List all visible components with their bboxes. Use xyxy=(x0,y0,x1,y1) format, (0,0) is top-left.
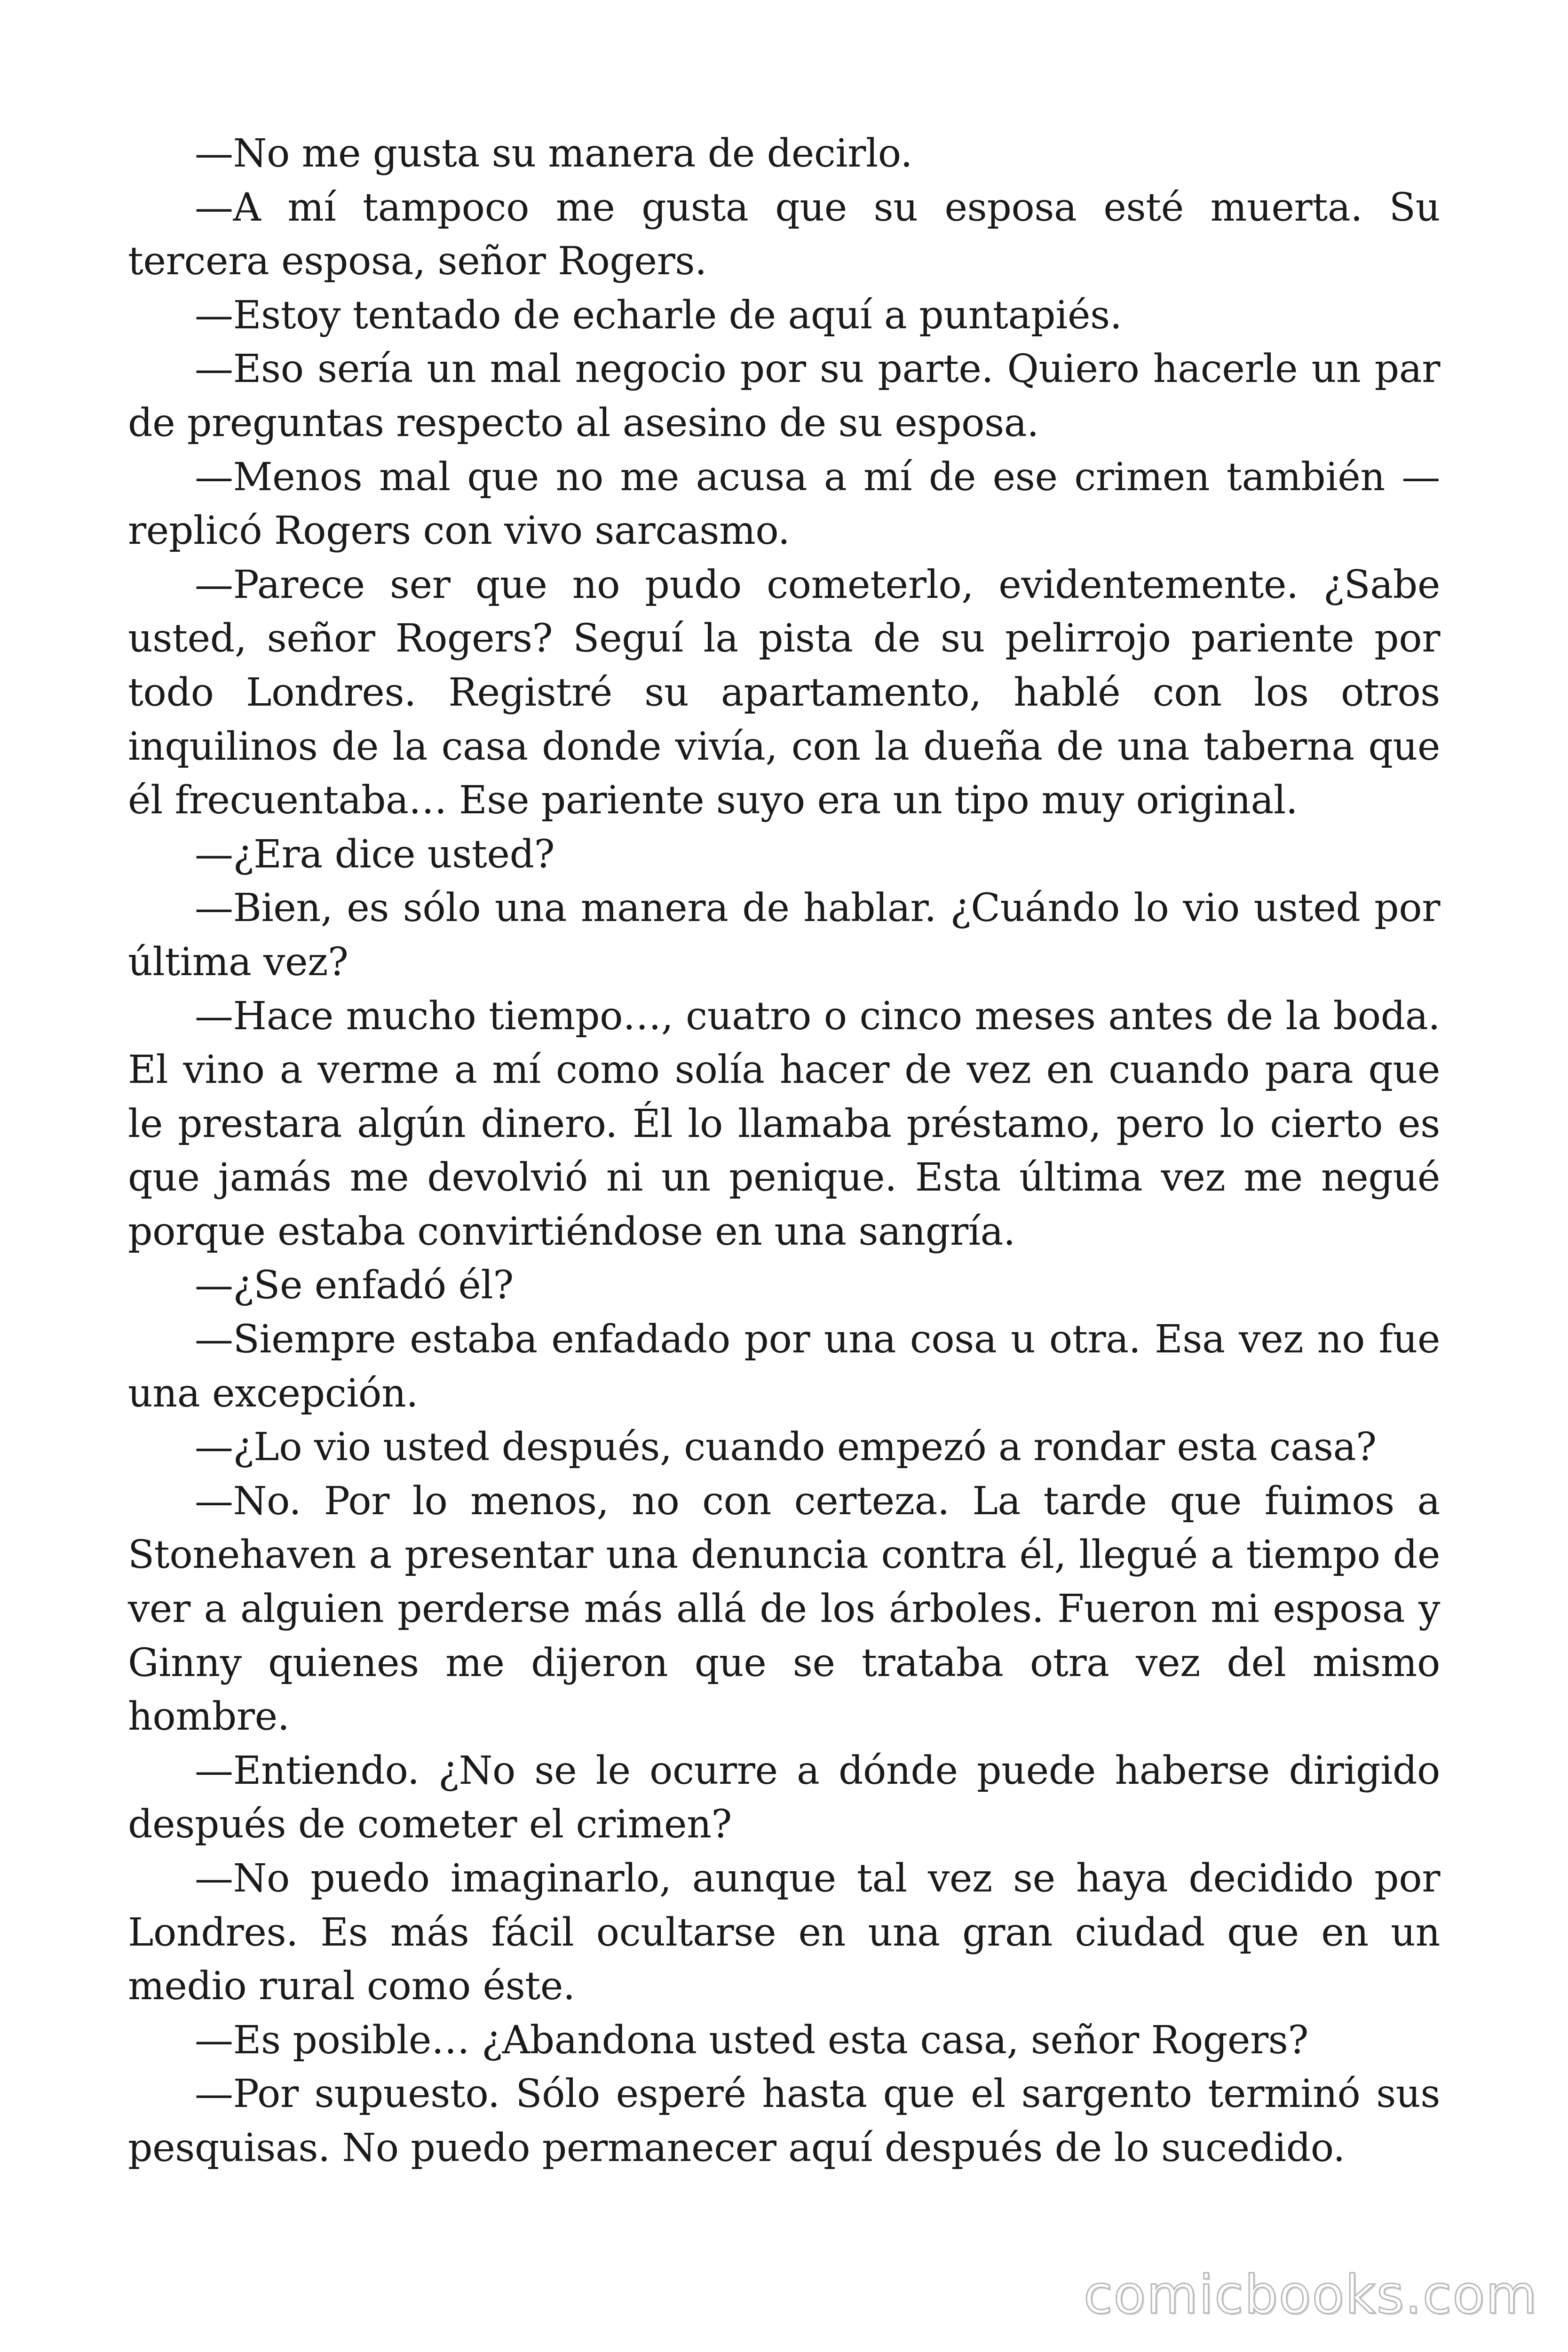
paragraph: —Hace mucho tiempo…, cuatro o cinco meses antes de la boda. El vino a verme a mí como solía hacer de vez en cuando para que le prestara algún dinero. Él lo llamaba préstamo, pero lo cierto es que jamás me devolvió ni un penique. Esta última vez me negué porque estaba convirtiéndose en una sangría. xyxy=(128,993,1440,1254)
paragraph: —Es posible… ¿Abandona usted esta casa, señor Rogers? xyxy=(195,2018,1309,2063)
paragraph: —Eso sería un mal negocio por su parte. Quiero hacerle un par de preguntas respecto al asesino de su esposa. xyxy=(128,347,1440,445)
paragraph: —¿Lo vio usted después, cuando empezó a rondar esta casa? xyxy=(195,1425,1377,1470)
paragraph: —A mí tampoco me gusta que su esposa esté muerta. Su tercera esposa, señor Rogers. xyxy=(128,185,1440,284)
paragraph: —No. Por lo menos, no con certeza. La tarde que fuimos a Stonehaven a presentar una denuncia contra él, llegué a tiempo de ver a alguien perderse más allá de los árboles. Fueron mi esposa y Ginny quienes me dijeron que se trataba otra vez del mismo hombre. xyxy=(128,1478,1440,1740)
paragraph: —No puedo imaginarlo, aunque tal vez se haya decidido por Londres. Es más fácil ocultarse en una gran ciudad que en un medio rural como éste. xyxy=(128,1856,1440,2009)
paragraph: —No me gusta su manera de decirlo. xyxy=(195,131,912,176)
paragraph: —Por supuesto. Sólo esperé hasta que el sargento terminó sus pesquisas. No puedo permanecer aquí después de lo sucedido. xyxy=(128,2072,1440,2170)
paragraph: —¿Se enfadó él? xyxy=(195,1263,514,1308)
paragraph: —Menos mal que no me acusa a mí de ese crimen también —replicó Rogers con vivo sarcasmo. xyxy=(128,454,1440,554)
paragraph: —Siempre estaba enfadado por una cosa u otra. Esa vez no fue una excepción. xyxy=(128,1317,1440,1416)
watermark-text: comicbooks.com xyxy=(1083,2265,1538,2326)
paragraph: —Estoy tentado de echarle de aquí a puntapiés. xyxy=(195,293,1122,338)
paragraph: —Entiendo. ¿No se le ocurre a dónde puede haberse dirigido después de cometer el crimen? xyxy=(128,1748,1440,1847)
paragraph: —Parece ser que no pudo cometerlo, evidentemente. ¿Sabe usted, señor Rogers? Seguí la pista de su pelirrojo pariente por todo Londres. Registré su apartamento, hablé con los otros inquilinos de la casa donde vivía, con la dueña de una taberna que él frecuentaba… Ese pariente suyo era un tipo muy original. xyxy=(128,562,1440,823)
book-page-body xyxy=(128,127,1440,2216)
paragraph: —Bien, es sólo una manera de hablar. ¿Cuándo lo vio usted por última vez? xyxy=(128,886,1440,985)
paragraph: —¿Era dice usted? xyxy=(195,832,555,877)
